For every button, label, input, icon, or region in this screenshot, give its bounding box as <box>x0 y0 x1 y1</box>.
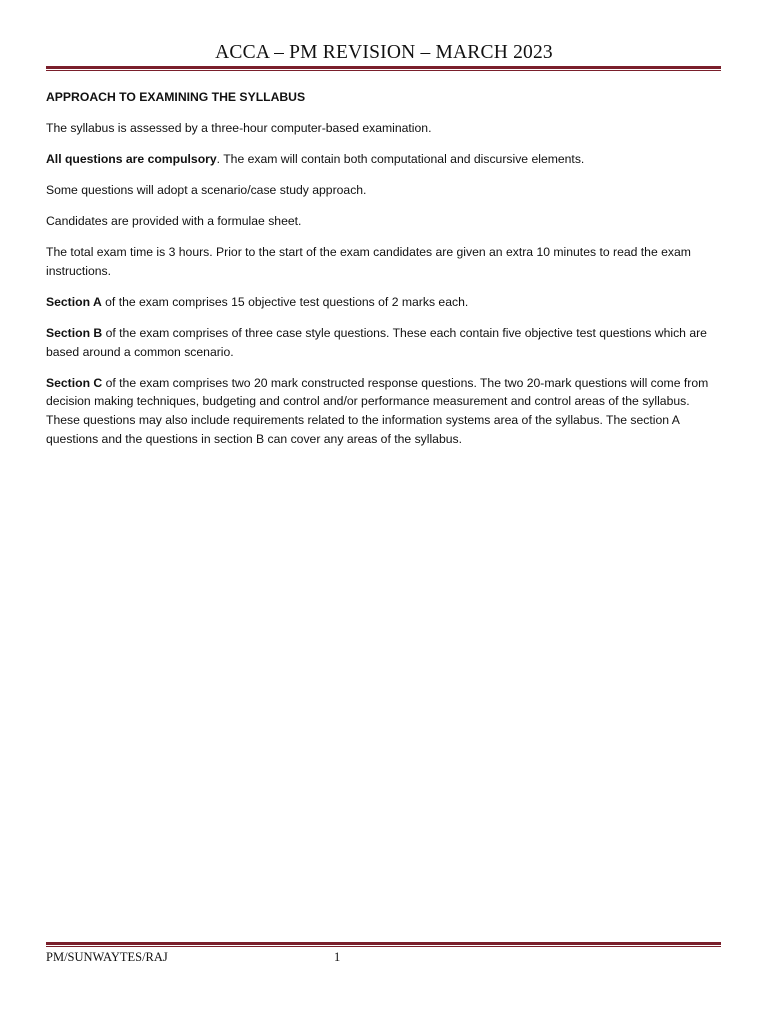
paragraph-text: Some questions will adopt a scenario/case study approach. <box>46 182 367 197</box>
paragraph-exam-format <box>46 119 722 138</box>
paragraph-text: The syllabus is assessed by a three-hour computer-based examination. <box>46 120 432 135</box>
section-heading: APPROACH TO EXAMINING THE SYLLABUS <box>46 90 306 104</box>
paragraph-text: . The exam will contain both computational and discursive elements. <box>216 151 585 166</box>
paragraph-formulae <box>46 212 722 231</box>
paragraph-text: of the exam comprises 15 objective test questions of 2 marks each. <box>101 294 469 309</box>
paragraph-text: of the exam comprises of three case style questions. These each contain five objective test questions which are based around a common scenario. <box>46 325 707 359</box>
footer-rule <box>46 942 721 947</box>
header-rule <box>46 66 721 71</box>
footer-page-number: 1 <box>334 950 341 964</box>
page-header-title: ACCA – PM REVISION – MARCH 2023 <box>215 42 553 63</box>
paragraph-exam-time <box>46 243 722 280</box>
paragraph-compulsory <box>46 150 722 169</box>
paragraph-scenario <box>46 181 722 200</box>
bold-lead: Section C <box>46 375 103 390</box>
paragraph-section-a <box>46 293 722 312</box>
paragraph-text: The total exam time is 3 hours. Prior to the start of the exam candidates are given an extra 10 minutes to read the exam instructions. <box>46 245 691 278</box>
paragraph-section-c <box>46 374 722 449</box>
paragraph-text: Candidates are provided with a formulae sheet. <box>46 213 302 228</box>
bold-lead: Section A <box>46 294 102 309</box>
footer-author: PM/SUNWAYTES/RAJ <box>46 950 168 964</box>
bold-lead: All questions are compulsory <box>46 151 217 166</box>
paragraph-text: of the exam comprises two 20 mark constructed response questions. The two 20-mark questions will come from decision making techniques, budgeting and control and/or performance measurement and control areas of the syllabus. These questions may also include requirements related to the information systems area of the syllabus. The section A questions and the questions in section B can cover any areas of the syllabus. <box>46 375 709 446</box>
main-content <box>46 88 722 461</box>
paragraph-section-b <box>46 324 722 361</box>
bold-lead: Section B <box>46 325 103 340</box>
